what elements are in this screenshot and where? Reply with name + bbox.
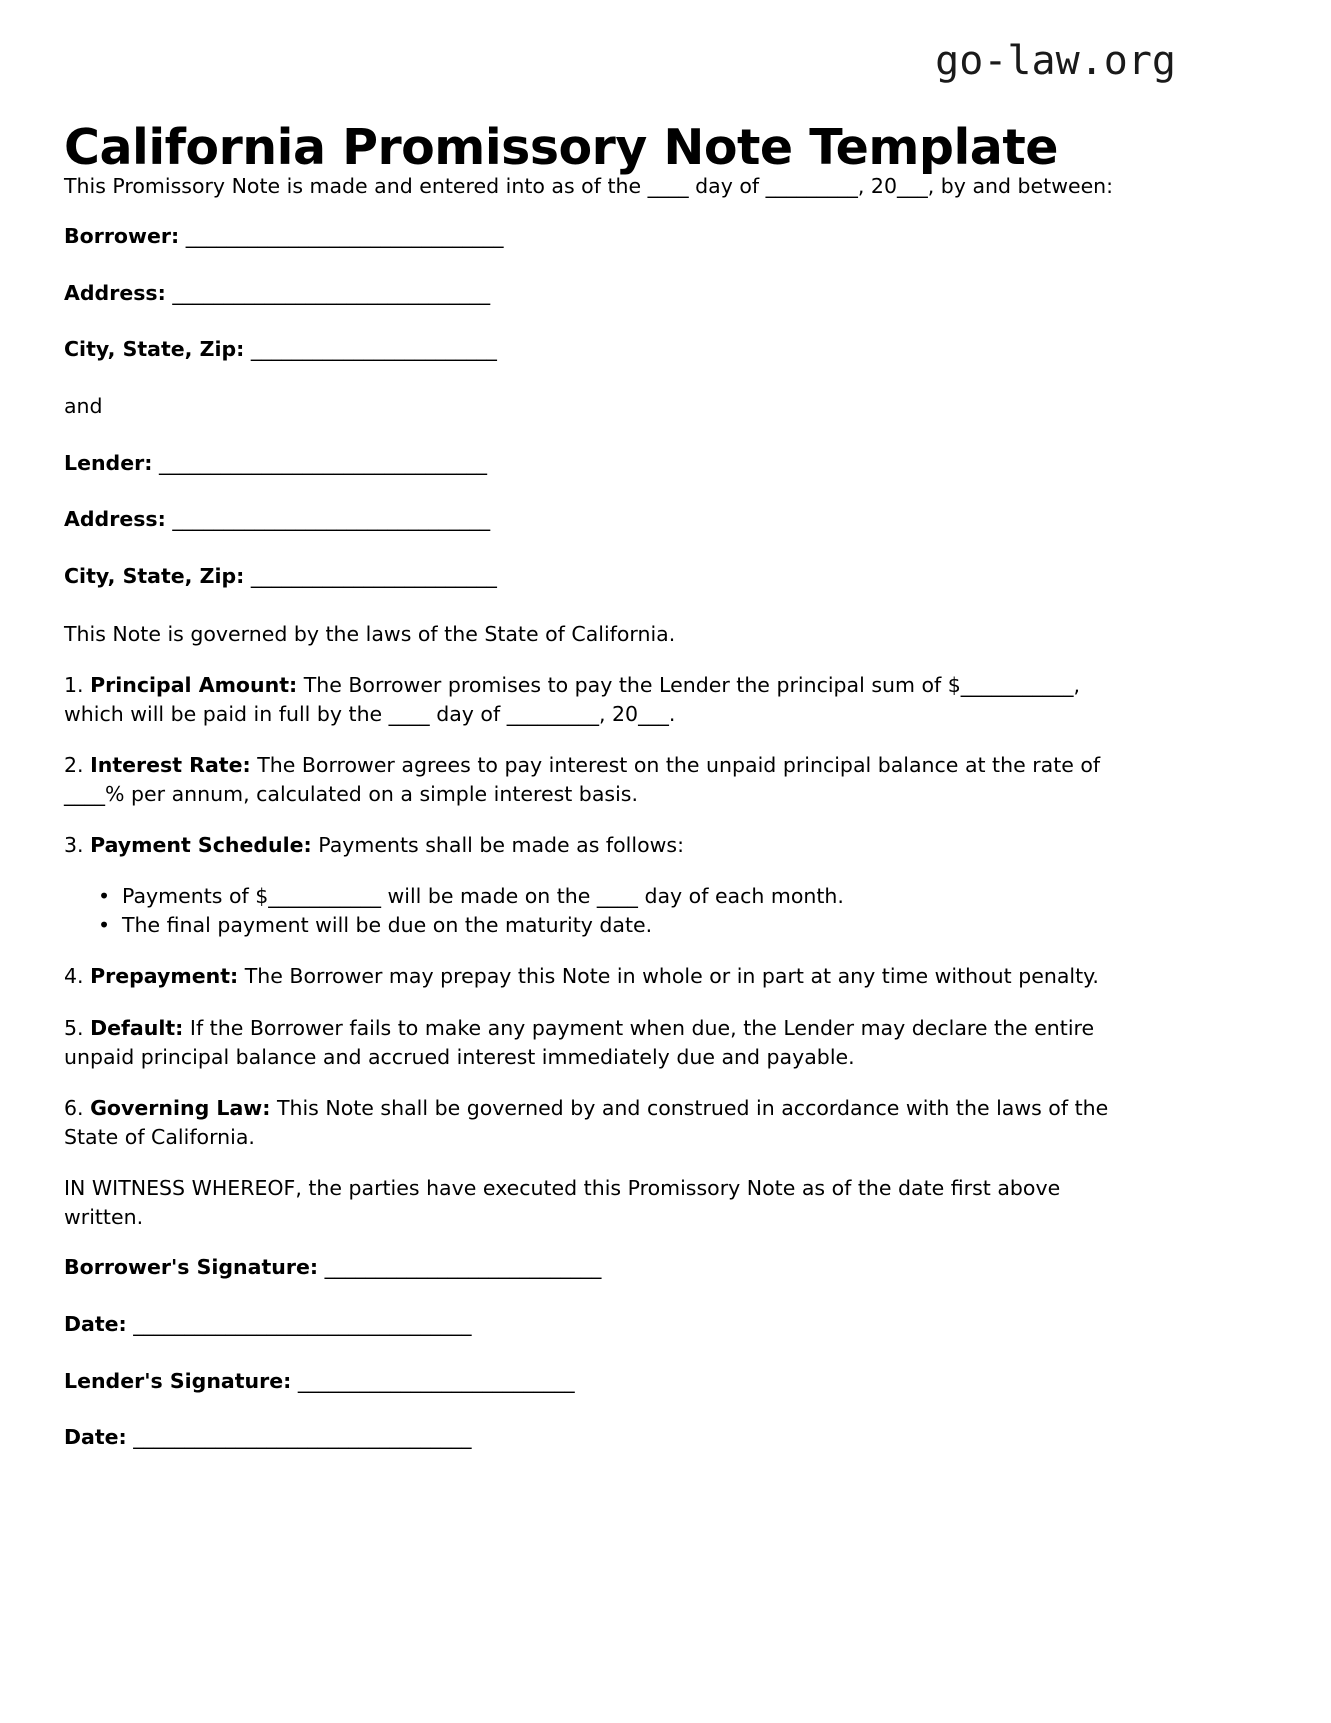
- clause-heading: Governing Law:: [90, 1095, 271, 1120]
- conjunction-and: and: [64, 394, 103, 419]
- field-borrower-label: Borrower:: [64, 224, 180, 249]
- clause-number: 6.: [64, 1095, 84, 1120]
- field-lender-address: [64, 506, 1144, 533]
- clause-heading: Prepayment:: [90, 964, 239, 989]
- clause-payment-schedule: [64, 831, 1144, 860]
- governing-law-line: This Note is governed by the laws of the State of California.: [64, 621, 676, 646]
- date-borrower: [64, 1311, 1144, 1338]
- field-borrower: [64, 223, 1144, 250]
- clause-number: 5.: [64, 1015, 84, 1040]
- field-borrower-address: [64, 280, 1144, 307]
- clause-number: 4.: [64, 964, 84, 989]
- clause-heading: Interest Rate:: [90, 752, 251, 777]
- field-borrower-address-blank[interactable]: _______________________________: [165, 280, 491, 305]
- signature-borrower-label: Borrower's Signature:: [64, 1255, 319, 1280]
- list-item-text: Payments of $___________ will be made on the ____ day of each month.: [122, 884, 844, 909]
- list-item-text: The final payment will be due on the maturity date.: [122, 913, 653, 938]
- clause-default: [64, 1014, 1144, 1072]
- clause-number: 1.: [64, 672, 84, 697]
- clause-principal-amount: [64, 671, 1144, 729]
- clause-governing-law: [64, 1094, 1144, 1152]
- field-lender-address-label: Address:: [64, 507, 166, 532]
- clause-interest-rate: [64, 751, 1144, 809]
- bullet-icon: •: [98, 884, 111, 909]
- document-body: [64, 172, 1144, 1481]
- clause-text: The Borrower may prepay this Note in whole or in part at any time without penalty.: [238, 964, 1099, 989]
- signature-borrower-blank[interactable]: ___________________________: [318, 1255, 602, 1280]
- field-lender-label: Lender:: [64, 450, 153, 475]
- field-lender-address-blank[interactable]: _______________________________: [165, 507, 491, 532]
- field-borrower-address-label: Address:: [64, 280, 166, 305]
- field-lender-city: [64, 563, 1144, 590]
- signature-lender: [64, 1368, 1144, 1395]
- list-item: [98, 882, 1144, 911]
- payment-schedule-list: [64, 882, 1144, 940]
- list-item: [98, 911, 1144, 940]
- clause-number: 3.: [64, 833, 84, 858]
- clause-text: This Note shall be governed by and construed in accordance with the laws of the State of California.: [64, 1095, 1109, 1149]
- clause-heading: Default:: [90, 1015, 184, 1040]
- field-lender-blank[interactable]: ________________________________: [152, 450, 487, 475]
- signature-lender-blank[interactable]: ___________________________: [291, 1368, 575, 1393]
- clause-text: If the Borrower fails to make any payment when due, the Lender may declare the entire unpaid principal balance and accrued interest immediately due and payable.: [64, 1015, 1095, 1069]
- field-borrower-city-blank[interactable]: ________________________: [244, 337, 497, 362]
- clause-text: The Borrower promises to pay the Lender the principal sum of $___________, which will be paid in full by the ____ day of _________, 20___.: [64, 672, 1081, 726]
- clause-text: Payments shall be made as follows:: [311, 833, 684, 858]
- field-lender-city-label: City, State, Zip:: [64, 563, 245, 588]
- date-borrower-label: Date:: [64, 1311, 127, 1336]
- clause-heading: Payment Schedule:: [90, 833, 312, 858]
- date-lender-label: Date:: [64, 1425, 127, 1450]
- field-lender-city-blank[interactable]: ________________________: [244, 563, 497, 588]
- date-lender: [64, 1424, 1144, 1451]
- site-logo: go-law.org: [935, 38, 1176, 84]
- clause-prepayment: [64, 962, 1144, 991]
- date-lender-blank[interactable]: _________________________________: [126, 1425, 472, 1450]
- field-borrower-city-label: City, State, Zip:: [64, 337, 245, 362]
- page-title: California Promissory Note Template: [64, 118, 1059, 176]
- clause-text: The Borrower agrees to pay interest on the unpaid principal balance at the rate of ____% per annum, calculated on a simple interest basis.: [64, 752, 1101, 807]
- signature-borrower: [64, 1254, 1144, 1281]
- clause-number: 2.: [64, 752, 84, 777]
- witness-paragraph: IN WITNESS WHEREOF, the parties have executed this Promissory Note as of the date first above written.: [64, 1176, 1061, 1230]
- clause-heading: Principal Amount:: [90, 672, 298, 697]
- intro-paragraph: This Promissory Note is made and entered into as of the ____ day of _________, 20___, by and between:: [64, 174, 1114, 198]
- date-borrower-blank[interactable]: _________________________________: [126, 1311, 472, 1336]
- bullet-icon: •: [98, 913, 111, 938]
- field-lender: [64, 450, 1144, 477]
- field-borrower-blank[interactable]: _______________________________: [179, 224, 504, 249]
- signature-lender-label: Lender's Signature:: [64, 1368, 292, 1393]
- field-borrower-city: [64, 336, 1144, 363]
